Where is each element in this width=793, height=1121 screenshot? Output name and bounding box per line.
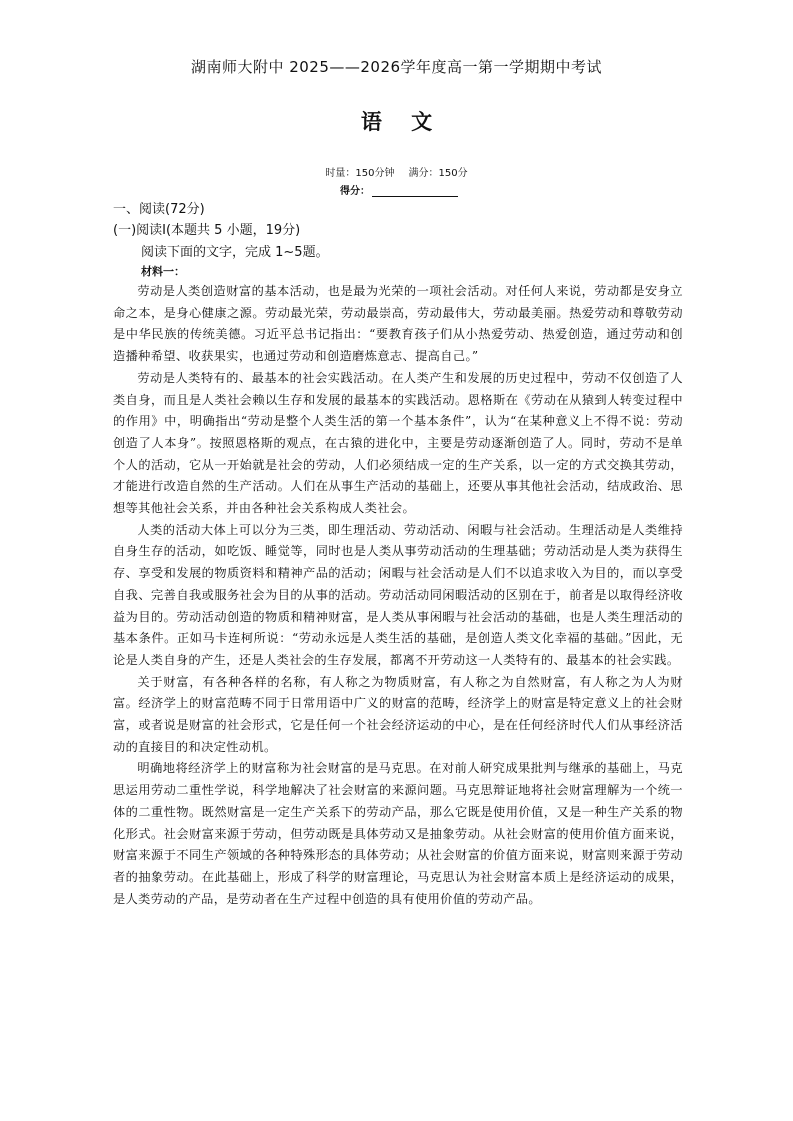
score-blank-line: [372, 186, 458, 197]
material-label: 材料一：: [141, 265, 185, 278]
paragraph: 人类的活动大体上可以分为三类，即生理活动、劳动活动、闲暇与社会活动。生理活动是人类维持自身生存的活动，如吃饭、睡觉等，同时也是人类从事劳动活动的生理基础；劳动活动是人类为获得生存、享受和发展的物质资料和精神产品的活动；闲暇与社会活动是人们不以追求收入为目的，而以享受自我、完善自我或服务社会为目的从事的活动。劳动活动同闲暇活动的区别在于，前者是以取得经济收益为目的。劳动活动创造的物质和精神财富，是人类从事闲暇与社会活动的基础，也是人类生理活动的基本条件。正如马卡连柯所说：“劳动永远是人类生活的基础，是创造人类文化幸福的基础。”因此，无论是人类自身的产生，还是人类社会的生存发展，都离不开劳动这一人类特有的、最基本的社会实践。: [113, 522, 683, 667]
reading-instruction: 阅读下面的文字，完成 1~5题。: [141, 245, 329, 260]
subject-title: 语 文: [360, 109, 433, 134]
paragraph: 劳动是人类创造财富的基本活动，也是最为光荣的一项社会活动。对任何人来说，劳动都是安身立命之本，是身心健康之源。劳动最光荣，劳动最崇高，劳动最伟大，劳动最美丽。热爱劳动和尊敬劳动是中华民族的传统美德。习近平总书记指出：“要教育孩子们从小热爱劳动、热爱创造，通过劳动和创造播种希望、收获果实，也通过劳动和创造磨炼意志、提高自己。”: [113, 284, 683, 364]
paragraph: 关于财富，有各种各样的名称，有人称之为物质财富，有人称之为自然财富，有人称之为人为财富。经济学上的财富范畴不同于日常用语中广义的财富的范畴，经济学上的财富是特定意义上的社会财富，或者说是财富的社会形式，它是任何一个社会经济运动的中心，是在任何经济时代人们从事经济活动的直接目的和决定性动机。: [113, 674, 683, 754]
paragraph: 明确地将经济学上的财富称为社会财富的是马克思。在对前人研究成果批判与继承的基础上，马克思运用劳动二重性学说，科学地解决了社会财富的来源问题。马克思辩证地将社会财富理解为一个统一体的二重性物。既然财富是一定生产关系下的劳动产品，那么它既是使用价值，又是一种生产关系的物化形式。社会财富来源于劳动，但劳动既是具体劳动又是抽象劳动。从社会财富的使用价值方面来说，财富来源于不同生产领域的各种特殊形态的具体劳动；从社会财富的价值方面来说，财富则来源于劳动者的抽象劳动。在此基础上，形成了科学的财富理论，马克思认为社会财富本质上是经济运动的成果，是人类劳动的产品，是劳动者在生产过程中创造的具有使用价值的劳动产品。: [113, 761, 683, 906]
section-heading-reading: 一、阅读(72分): [113, 202, 205, 217]
exam-title: 湖南师大附中 2025——2026学年度高一第一学期期中考试: [190, 58, 603, 76]
time-limit: 时量：150分钟: [325, 168, 395, 179]
material-body: [113, 281, 683, 910]
score-field: [340, 182, 458, 197]
score-label: 得分：: [340, 186, 370, 197]
section-heading-reading-1: (一)阅读Ⅰ(本题共 5 小题，19分): [113, 223, 301, 238]
exam-meta: [0, 164, 793, 179]
full-score: 满分：150分: [408, 168, 468, 179]
paragraph: 劳动是人类特有的、最基本的社会实践活动。在人类产生和发展的历史过程中，劳动不仅创造了人类自身，而且是人类社会赖以生存和发展的最基本的实践活动。恩格斯在《劳动在从猿到人转变过程中的作用》中，明确指出“劳动是整个人类生活的第一个基本条件”，认为“在某种意义上不得不说：劳动创造了人本身”。按照恩格斯的观点，在古猿的进化中，主要是劳动逐渐创造了人。同时，劳动不是单个人的活动，它从一开始就是社会的劳动，人们必须结成一定的生产关系，以一定的方式交换其劳动，才能进行改造自然的生产活动。人们在从事生产活动的基础上，还要从事其他社会活动，结成政治、思想等其他社会关系，并由各种社会关系构成人类社会。: [113, 370, 683, 516]
